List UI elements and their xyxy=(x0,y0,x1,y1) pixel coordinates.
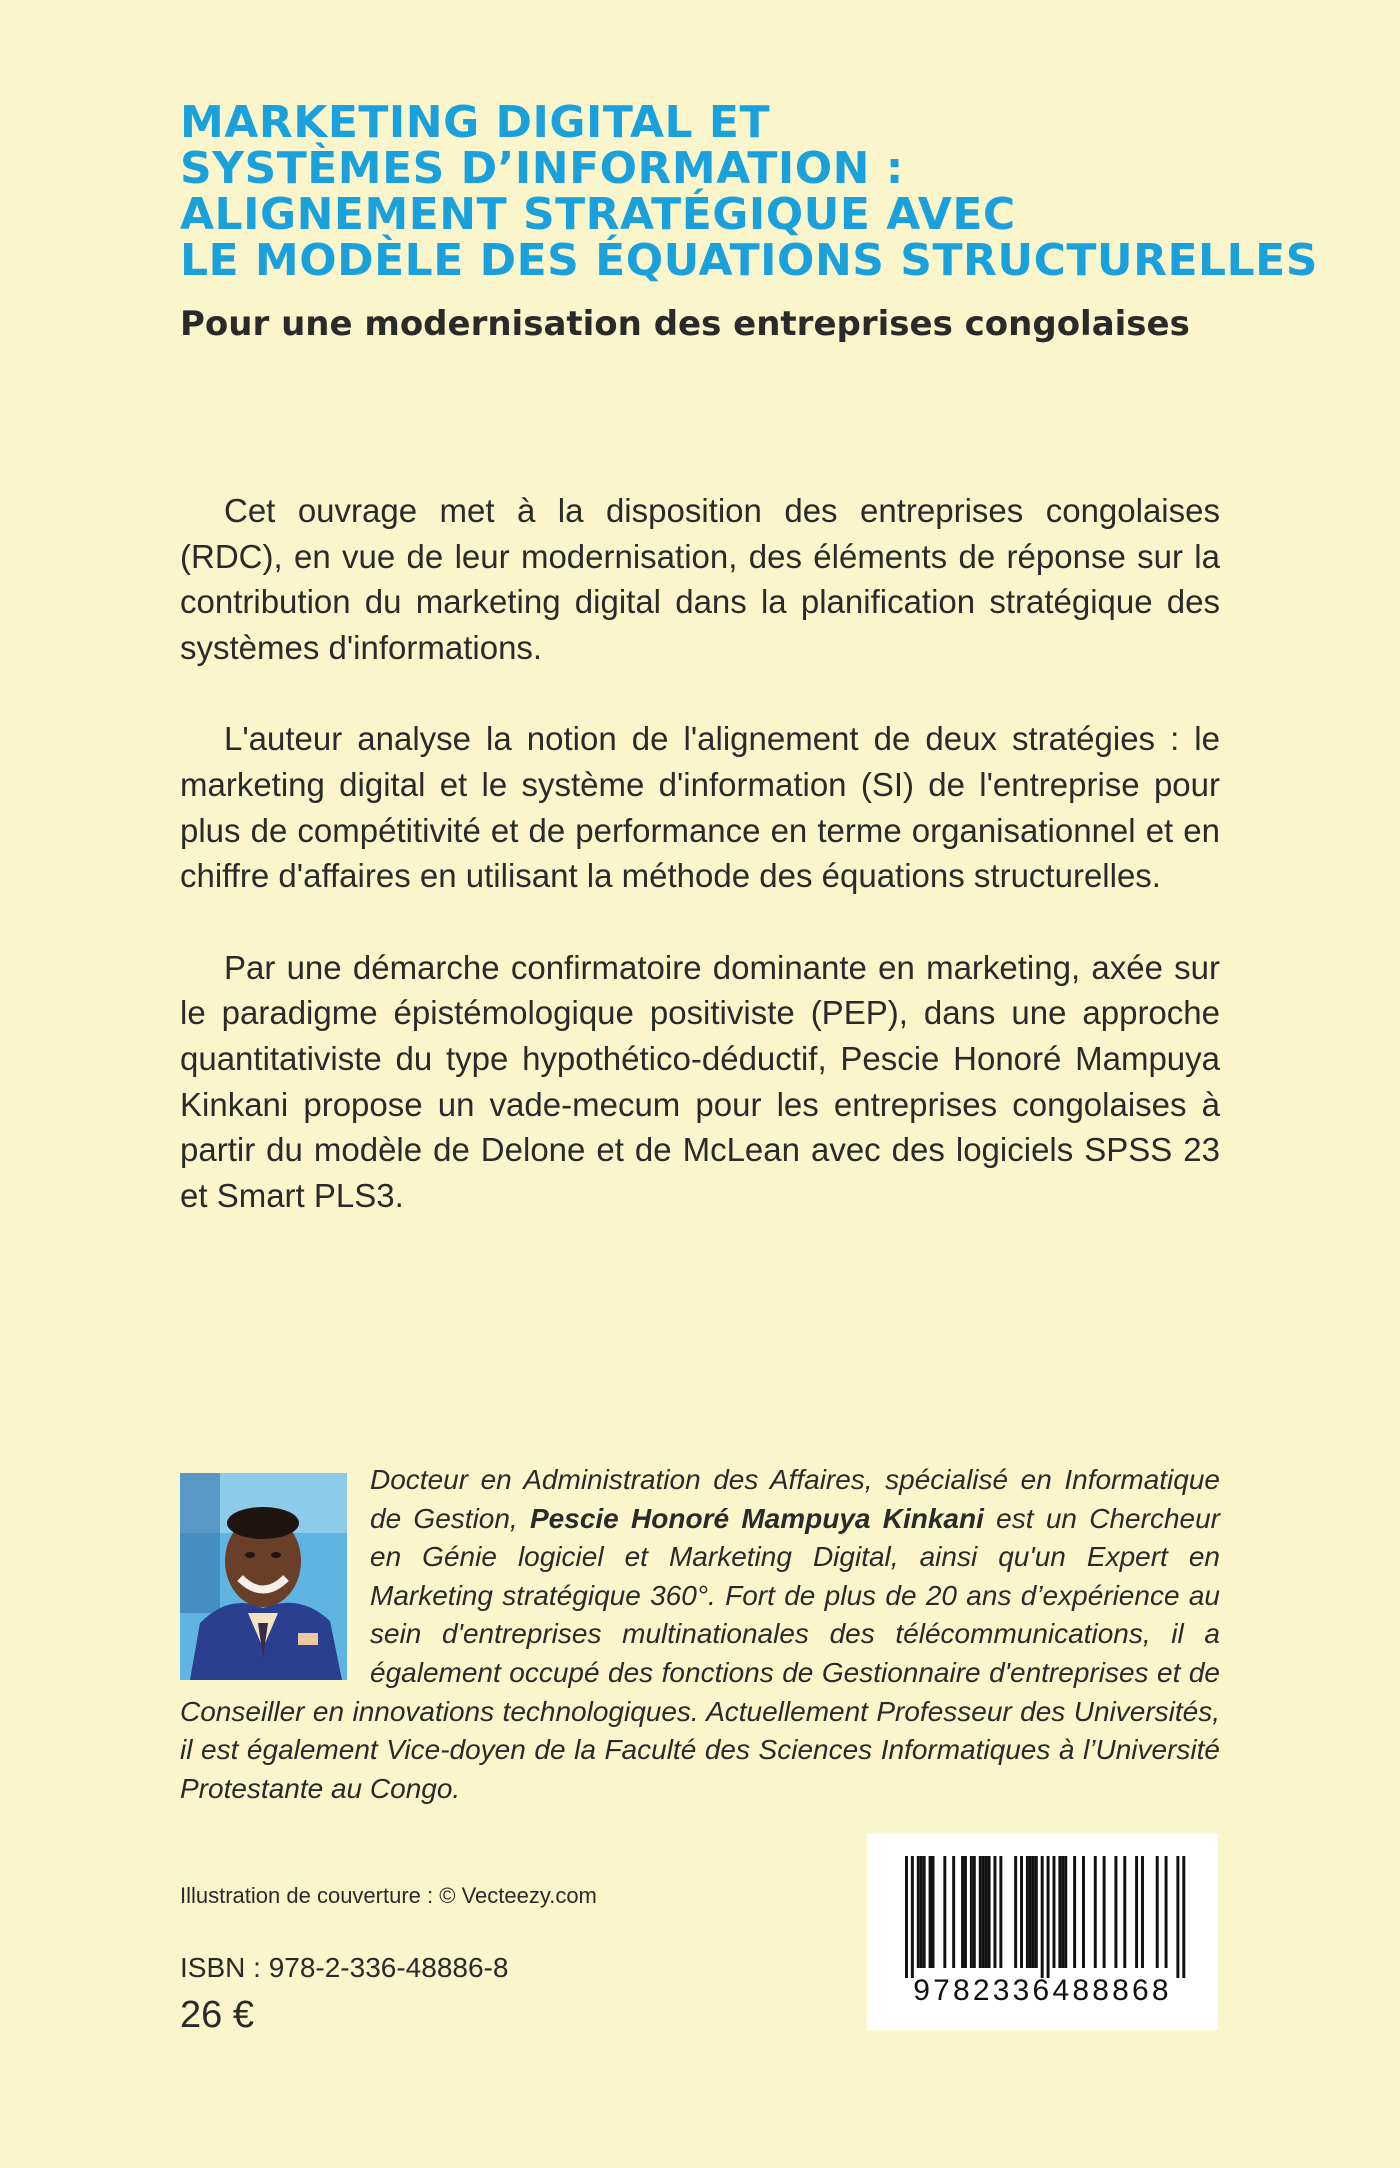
barcode-bar xyxy=(1064,1856,1067,1968)
barcode-bar xyxy=(1029,1856,1032,1968)
barcode-bar xyxy=(1103,1856,1106,1968)
barcode-bar xyxy=(973,1856,976,1968)
bio-text: Docteur en Administration des Affaires, spécialisé en Informatique de Gestion, xyxy=(370,1464,1220,1534)
barcode-bar xyxy=(979,1856,982,1968)
barcode-bar xyxy=(1176,1856,1179,1978)
barcode-bar xyxy=(1047,1856,1050,1978)
barcode-bar xyxy=(982,1856,985,1968)
title-line: SYSTÈMES D’INFORMATION : xyxy=(180,143,904,194)
isbn: ISBN : 978-2-336-48886-8 xyxy=(180,1952,509,1983)
barcode-bar xyxy=(932,1856,935,1968)
barcode-bar xyxy=(1135,1856,1138,1968)
blurb-paragraph: Cet ouvrage met à la disposition des entreprises congolaises (RDC), en vue de leur modernisation, des éléments de réponse sur la contribution du marketing digital dans la planification stratégique des systèmes d'informations. xyxy=(180,492,1220,666)
barcode-bar xyxy=(1035,1856,1038,1968)
barcode-bar xyxy=(1156,1856,1159,1968)
barcode-bar xyxy=(1053,1856,1056,1968)
barcode-bar xyxy=(1082,1856,1085,1968)
author-name: Pescie Honoré Mampuya Kinkani xyxy=(530,1502,984,1534)
barcode-bar xyxy=(988,1856,991,1968)
barcode-bar xyxy=(1058,1856,1061,1968)
barcode-bar xyxy=(1165,1856,1168,1968)
barcode-bar xyxy=(1032,1856,1035,1968)
bio-text: est un Chercheur en Génie logiciel et Marketing Digital, ainsi qu'un Expert en Marketing stratégique 360°. Fort de plus de 20 ans d’expérience au sein d'entreprises multinationales des télécommunications, il a également occupé des fonctions de Gestionnaire d'entreprises et de Conseiller en innovations technologiques. Actuellement Professeur des Universités, il est également Vice-doyen de la Faculté des Sciences Informatiques à l’Université Protestante au Congo. xyxy=(180,1502,1220,1804)
barcode-bar xyxy=(952,1856,955,1968)
barcode-bar xyxy=(1141,1856,1144,1968)
barcode-bar xyxy=(923,1856,926,1968)
title-line: LE MODÈLE DES ÉQUATIONS STRUCTURELLES xyxy=(180,235,1318,286)
barcode-bar xyxy=(1123,1856,1126,1968)
blurb-paragraph: L'auteur analyse la notion de l'alignement de deux stratégies : le marketing digital et le système d'information (SI) de l'entreprise pour plus de compétitivité et de performance en terme organisationnel et en chiffre d'affaires en utilisant la méthode des équations structurelles. xyxy=(180,720,1220,895)
barcode-bar xyxy=(1094,1856,1097,1968)
barcode-bar xyxy=(1073,1856,1076,1968)
barcode-bar xyxy=(985,1856,988,1968)
barcode-bar xyxy=(1041,1856,1044,1978)
barcode xyxy=(867,1834,1218,2030)
title-line: MARKETING DIGITAL ET xyxy=(180,97,770,148)
barcode-bar xyxy=(911,1856,914,1978)
price: 26 € xyxy=(180,1994,254,2036)
barcode-bar xyxy=(917,1856,920,1968)
barcode-bar xyxy=(1020,1856,1023,1968)
title-line: ALIGNEMENT STRATÉGIQUE AVEC xyxy=(180,189,1016,240)
barcode-digits: 9782336488868 xyxy=(913,1974,1172,2007)
blurb-paragraph: Par une démarche confirmatoire dominante en marketing, axée sur le paradigme épistémologique positiviste (PEP), dans une approche quantitativiste du type hypothético-déductif, Pescie Honoré Mampuya Kinkani propose un vade-mecum pour les entreprises congolaises à partir du modèle de Delone et de McLean avec des logiciels SPSS 23 et Smart PLS3. xyxy=(180,948,1220,1214)
barcode-bar xyxy=(999,1856,1002,1968)
cover-illustration-credit: Illustration de couverture : © Vecteezy.com xyxy=(180,1883,597,1908)
barcode-bar xyxy=(994,1856,997,1968)
barcode-bar xyxy=(1182,1856,1185,1978)
barcode-bar xyxy=(920,1856,923,1968)
author-biography xyxy=(180,1461,1220,1808)
barcode-bar xyxy=(929,1856,932,1968)
barcode-bar xyxy=(961,1856,964,1968)
barcode-bar xyxy=(1114,1856,1117,1968)
barcode-bar xyxy=(1014,1856,1017,1968)
barcode-bar xyxy=(905,1856,908,1978)
barcode-bar xyxy=(943,1856,946,1968)
barcode-bar xyxy=(1061,1856,1064,1968)
book-title xyxy=(180,97,1330,286)
book-subtitle: Pour une modernisation des entreprises congolaises xyxy=(180,304,1190,344)
barcode-bar xyxy=(964,1856,967,1968)
barcode-bar xyxy=(970,1856,973,1968)
blurb xyxy=(180,488,1220,1264)
barcode-bar xyxy=(1026,1856,1029,1968)
